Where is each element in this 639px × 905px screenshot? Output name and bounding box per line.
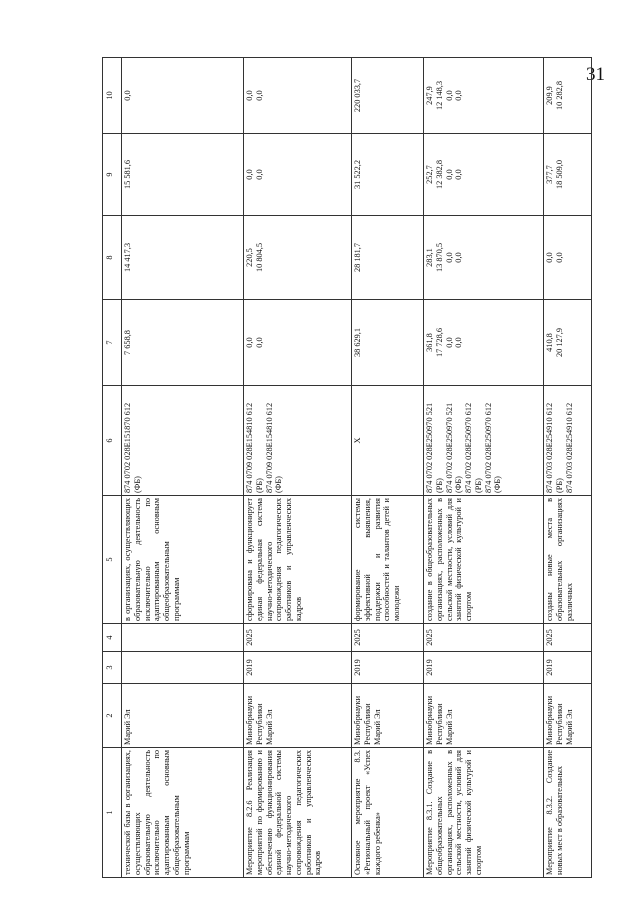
value-line: 31 522,2 — [353, 159, 362, 190]
cell-result: в организациях, осуществляющих образовательную деятельность исключительно по адаптированным основным общеобразовательным программам — [122, 496, 244, 624]
value-line: 20 127,9 — [554, 327, 564, 358]
program-table — [102, 57, 592, 878]
value-line: 0,0 — [454, 90, 464, 101]
col-header-8: 8 — [103, 216, 122, 300]
col-header-1: 1 — [103, 748, 122, 878]
cell-value — [544, 216, 592, 300]
cell-value — [352, 300, 424, 386]
value-line: 38 629,1 — [353, 327, 362, 358]
cell-executor: Минобрнауки Республики Марий Эл — [544, 684, 592, 748]
col-header-4: 4 — [103, 624, 122, 652]
cell-value — [544, 134, 592, 216]
cell-executor: Минобрнауки Республики Марий Эл — [244, 684, 352, 748]
cell-value — [244, 58, 352, 134]
cell-result: сформирована и функционирует единая федеральная система научно-методического сопровождения педагогических работников и управленческих кадров — [244, 496, 352, 624]
cell-value — [352, 58, 424, 134]
cell-end-year: 2025 — [424, 624, 544, 652]
value-line: 0,0 — [245, 337, 254, 348]
budget-code-line: 874 0703 028E254910 612 (РБ) — [545, 402, 564, 493]
table-row — [424, 58, 544, 878]
cell-start-year — [122, 652, 244, 684]
budget-code-line: X — [353, 437, 362, 444]
budget-code-line: 874 0709 028E154810 612 (РБ) — [245, 402, 264, 493]
table-header-row — [103, 58, 122, 878]
table-row — [122, 58, 244, 878]
cell-value — [424, 216, 544, 300]
cell-value — [352, 134, 424, 216]
value-line: 0,0 — [554, 252, 564, 263]
value-line: 0,0 — [254, 169, 264, 180]
value-line: 377,7 — [545, 165, 554, 184]
cell-value — [424, 134, 544, 216]
cell-budget-code — [122, 386, 244, 496]
value-line: 0,0 — [454, 337, 464, 348]
table-row — [544, 58, 592, 878]
cell-executor: Минобрнауки Республики Марий Эл — [352, 684, 424, 748]
value-line: 361,8 — [425, 333, 434, 352]
value-line: 12 382,8 — [434, 159, 444, 190]
value-line: 13 870,5 — [434, 242, 444, 273]
value-line: 0,0 — [254, 90, 264, 101]
cell-start-year: 2019 — [544, 652, 592, 684]
col-header-6: 6 — [103, 386, 122, 496]
col-header-7: 7 — [103, 300, 122, 386]
col-header-3: 3 — [103, 652, 122, 684]
cell-budget-code — [244, 386, 352, 496]
value-line: 220 033,7 — [353, 78, 362, 113]
col-header-9: 9 — [103, 134, 122, 216]
value-line: 247,9 — [425, 86, 434, 105]
cell-executor: Марий Эл — [122, 684, 244, 748]
table-row — [244, 58, 352, 878]
value-line: 18 509,0 — [554, 159, 564, 190]
page-number: 31 — [586, 64, 605, 85]
cell-budget-code — [544, 386, 592, 496]
budget-code-line: 874 0702 028E250970 521 (РБ) — [425, 402, 444, 493]
budget-code-line: 874 0709 028E154810 612 (ФБ) — [264, 402, 284, 493]
cell-value — [122, 134, 244, 216]
cell-start-year: 2019 — [244, 652, 352, 684]
value-line: 220,5 — [245, 248, 254, 267]
col-header-5: 5 — [103, 496, 122, 624]
cell-start-year: 2019 — [352, 652, 424, 684]
cell-result: созданы новые места в образовательных организациях различных — [544, 496, 592, 624]
cell-measure: Основное мероприятие 8.3. «Региональный проект «Успех каждого ребенка» — [352, 748, 424, 878]
rotated-table-container — [102, 58, 612, 878]
cell-value — [352, 216, 424, 300]
cell-end-year: 2025 — [352, 624, 424, 652]
value-line: 0,0 — [444, 252, 454, 263]
value-line: 14 417,3 — [123, 242, 132, 273]
cell-value — [544, 300, 592, 386]
value-line: 10 804,5 — [254, 242, 264, 273]
cell-measure: Мероприятие 8.2.6 Реализация мероприятий по формированию и обеспечению функционирования единой федеральной системы научно-методического сопровождения педагогических работников и управленческих кадров — [244, 748, 352, 878]
cell-value — [244, 134, 352, 216]
value-line: 0,0 — [254, 337, 264, 348]
cell-measure: Мероприятие 8.3.2. Создание новых мест в образовательных — [544, 748, 592, 878]
value-line: 0,0 — [444, 169, 454, 180]
value-line: 0,0 — [545, 252, 554, 263]
cell-value — [424, 58, 544, 134]
value-line: 17 728,6 — [434, 327, 444, 358]
value-line: 15 581,6 — [123, 159, 132, 190]
cell-end-year: 2025 — [244, 624, 352, 652]
cell-value — [544, 58, 592, 134]
value-line: 410,8 — [545, 333, 554, 352]
cell-executor: Минобрнауки Республики Марий Эл — [424, 684, 544, 748]
value-line: 209,9 — [545, 86, 554, 105]
budget-code-line: 874 0702 028E250970 521 (ФБ) — [444, 402, 464, 493]
value-line: 0,0 — [245, 90, 254, 101]
cell-end-year — [122, 624, 244, 652]
cell-start-year: 2019 — [424, 652, 544, 684]
value-line: 7 658,8 — [123, 330, 132, 355]
budget-code-line: 874 0702 028E250970 612 (ФБ) — [483, 402, 503, 493]
value-line: 28 181,7 — [353, 242, 362, 273]
budget-code-line: 874 0702 028E151870 612 (ФБ) — [123, 402, 142, 493]
value-line: 0,0 — [444, 90, 454, 101]
col-header-10: 10 — [103, 58, 122, 134]
table-row — [352, 58, 424, 878]
cell-value — [122, 216, 244, 300]
col-header-2: 2 — [103, 684, 122, 748]
value-line: 0,0 — [454, 169, 464, 180]
value-line: 12 148,3 — [434, 80, 444, 111]
cell-value — [424, 300, 544, 386]
value-line: 252,7 — [425, 165, 434, 184]
value-line: 0,0 — [444, 337, 454, 348]
cell-result: создание в общеобразовательных организациях, расположенных в сельской местности, условий для занятий физической культурой и спортом — [424, 496, 544, 624]
value-line: 0,0 — [454, 252, 464, 263]
cell-measure: технической базы в организациях, осуществляющих образовательную деятельность исключительно по адаптированным основным общеобразовательным программам — [122, 748, 244, 878]
cell-value — [244, 300, 352, 386]
cell-value — [122, 300, 244, 386]
value-line: 0,0 — [123, 90, 132, 101]
cell-measure: Мероприятие 8.3.1. Создание в общеобразовательных организациях, расположенных в сельской местности, условий для занятий физической культурой и спортом — [424, 748, 544, 878]
cell-value — [122, 58, 244, 134]
cell-value — [244, 216, 352, 300]
cell-result: формирование системы эффективной выявления, поддержки и развития способностей и талантов детей и молодежи — [352, 496, 424, 624]
cell-budget-code — [424, 386, 544, 496]
value-line: 283,1 — [425, 248, 434, 267]
budget-code-line: 874 0703 028E254910 612 — [564, 402, 574, 493]
value-line: 10 282,8 — [554, 80, 564, 111]
budget-code-line: 874 0702 028E250970 612 (РБ) — [464, 402, 483, 493]
value-line: 0,0 — [245, 169, 254, 180]
cell-budget-code — [352, 386, 424, 496]
cell-end-year: 2025 — [544, 624, 592, 652]
